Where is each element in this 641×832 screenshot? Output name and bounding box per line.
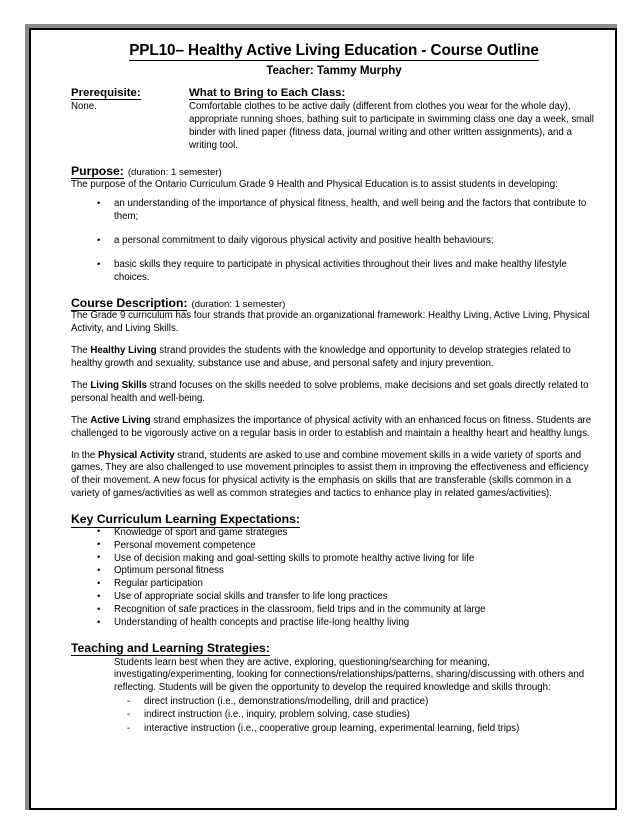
bring-to-class-heading: What to Bring to Each Class: [189,86,346,99]
page-title [71,42,597,60]
purpose-intro: The purpose of the Ontario Curriculum Grade 9 Health and Physical Education is to assist students in developing: [71,179,558,191]
list-item: • Personal movement competence [71,540,597,553]
purpose-section [71,164,597,285]
list-item: • Recognition of safe practices in the classroom, field trips and in the community at large [71,604,597,617]
list-item: • Understanding of health concepts and practise life-long healthy living [71,617,597,630]
list-item: • basic skills they require to participate in physical activities throughout their lives and make healthy lifestyle choices. [71,259,597,285]
purpose-bullet-list [71,198,597,284]
strand-name: Healthy Living [90,345,157,357]
list-item: • a personal commitment to daily vigorous physical activity and positive health behaviours; [71,235,597,248]
teacher-subtitle: Teacher: Tammy Murphy [266,63,402,77]
list-item: • an understanding of the importance of physical fitness, health, and well being and the factors that contribute to them; [71,198,597,224]
list-item: • Knowledge of sport and game strategies [71,527,597,540]
list-item: - indirect instruction (i.e., inquiry, problem solving, case studies) [71,708,597,721]
paragraph: In the Physical Activity strand, students are asked to use and combine movement skills in a wide variety of sports and games. They are also challenged to use movement principles to assist them in improving the effectiveness and efficiency of their movement. A new focus for physical activity is the emphasis on skills that are transferable (skills common in a variety of games/activities as well as common strategies and tactics to enhance play in related games/activities). [71,449,589,500]
course-description-heading: Course Description: (duration: 1 semester) [71,295,286,310]
purpose-duration-note: (duration: 1 semester) [127,166,222,178]
strand-name: Active Living [90,414,151,426]
strand-name: Living Skills [90,380,147,392]
paragraph: The Healthy Living strand provides the students with the knowledge and opportunity to develop strategies related to healthy growth and sexuality, substance use and abuse, and personal safety and injury prevention. [71,345,571,370]
list-item: • Use of decision making and goal-setting skills to promote healthy active living for life [71,553,597,566]
course-description-duration-note: (duration: 1 semester) [191,298,286,310]
key-expectations-section [71,512,597,630]
list-item: • Optimum personal fitness [71,565,597,578]
prerequisite-heading: Prerequisite: [71,86,141,99]
prerequisite-value: None. [71,101,97,113]
list-item: - direct instruction (i.e., demonstrations/modelling, drill and practice) [71,695,597,708]
strand-name: Physical Activity [97,449,175,461]
purpose-heading: Purpose: (duration: 1 semester) [71,163,222,178]
course-description-section [71,296,597,501]
prerequisite-section [71,87,597,153]
prerequisite-column [71,87,189,153]
bring-to-class-text: Comfortable clothes to be active daily (different from clothes you wear for the whole day), appropriate running shoes, bathing suit to participate in swimming class one day a week, small binder with lined paper (fitness data, journal writing and other written assignments), and a writing tool. [189,101,594,151]
document-content [31,30,615,808]
paragraph: The Active Living strand emphasizes the importance of physical activity with an enhanced focus on fitness. Students are challenged to be vigorously active on a regular basis in order to establish and maintain a healthy heart and healthy lungs. [71,414,592,439]
list-item: • Use of appropriate social skills and transfer to life long practices [71,591,597,604]
list-item: - interactive instruction (i.e., cooperative group learning, experimental learning, field trips) [71,722,597,735]
teaching-strategies-section [71,641,597,735]
teaching-strategies-heading: Teaching and Learning Strategies: [71,640,270,655]
paragraph: The Living Skills strand focuses on the skills needed to solve problems, make decisions and set goals directly related to personal health and well-being. [71,380,589,404]
bring-to-class-column [189,87,597,153]
list-item: • Regular participation [71,578,597,591]
key-expectations-list [71,527,597,630]
document-page [29,28,617,810]
teaching-strategies-list [71,695,597,735]
key-expectations-heading: Key Curriculum Learning Expectations: [71,512,300,527]
teaching-strategies-intro: Students learn best when they are active, exploring, questioning/searching for meaning, investigating/experimenting, looking for connections/relationships/patterns, sharing/discussing with others and reflecting. Students will be given the opportunity to develop the required knowledge and skills through: [114,656,585,694]
paragraph: The Grade 9 curriculum has four strands that provide an organizational framework: Healthy Living, Active Living, Physical Activity, and Living Skills. [71,310,590,335]
page-title-text: PPL10– Healthy Active Living Education - Course Outline [129,42,539,59]
